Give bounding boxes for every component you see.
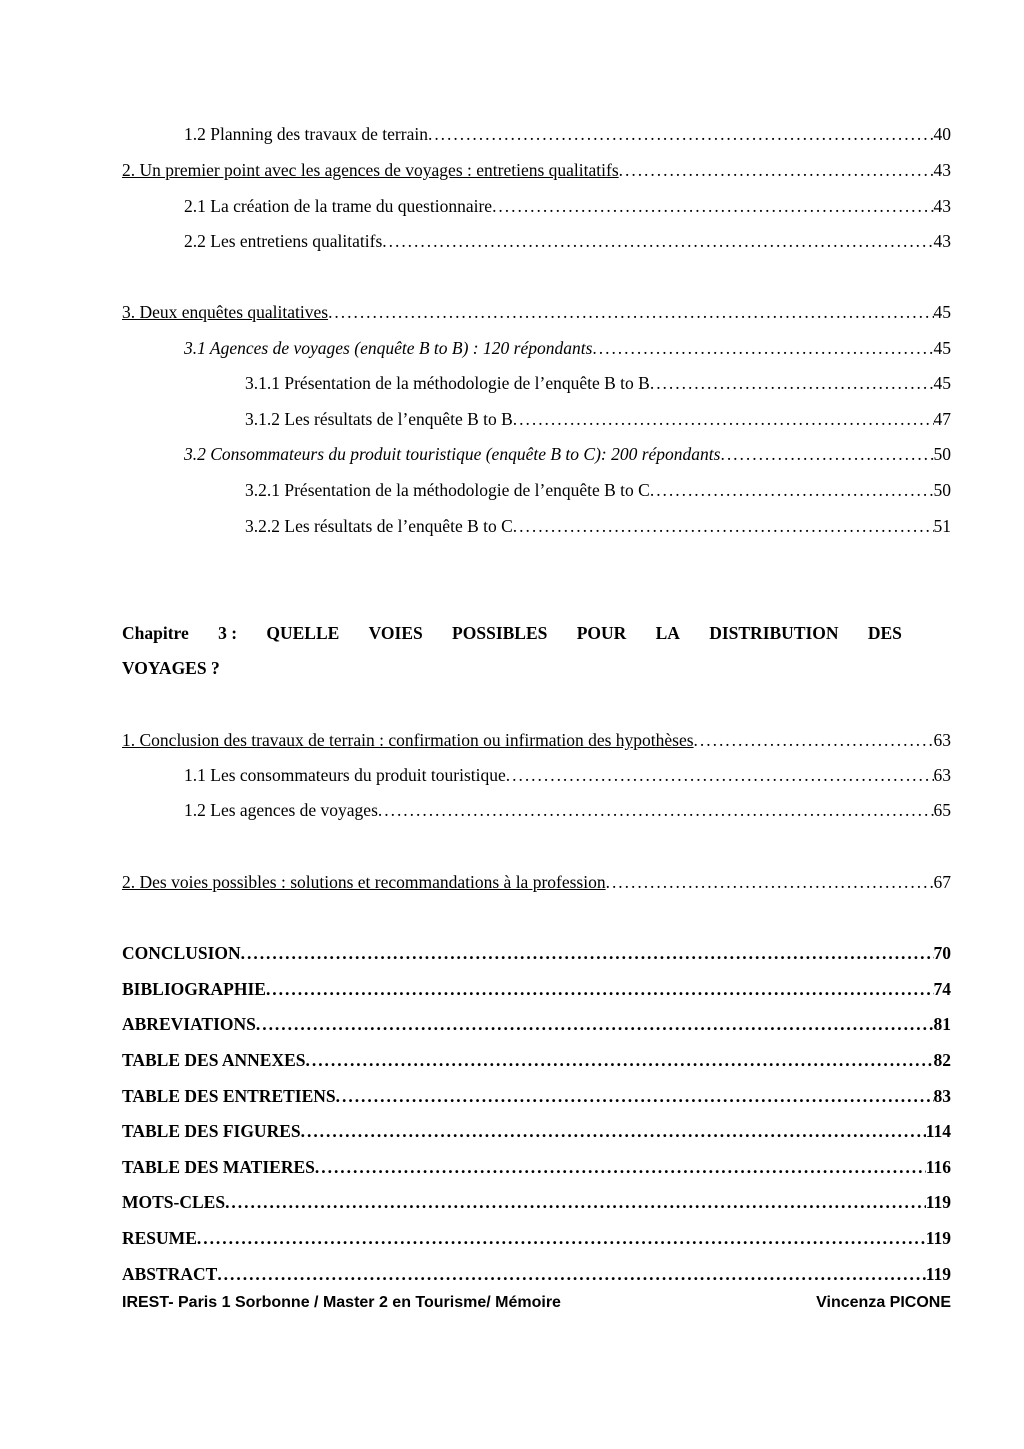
toc-entry-page: 119: [925, 1264, 951, 1284]
dot-leader: [506, 763, 934, 787]
toc-entry-title: 2.2 Les entretiens qualitatifs: [184, 231, 383, 251]
toc-entry-title: ABREVIATIONS: [122, 1014, 256, 1034]
toc-entry[interactable]: [184, 763, 951, 787]
toc-entry[interactable]: [122, 300, 951, 324]
toc-entry-page: 43: [933, 160, 951, 180]
chapter-word: QUELLE: [266, 623, 340, 643]
toc-entry-abstract[interactable]: [122, 1262, 951, 1286]
dot-leader: [256, 1012, 934, 1036]
toc-entry-title: TABLE DES FIGURES: [122, 1121, 301, 1141]
toc-entry[interactable]: [184, 194, 951, 218]
toc-entry[interactable]: [245, 478, 951, 502]
toc-entry-page: 50: [933, 444, 951, 464]
toc-entry-title: 2. Des voies possibles : solutions et recommandations à la profession: [122, 872, 606, 892]
toc-entry-page: 67: [933, 872, 951, 892]
toc-entry-title: 1. Conclusion des travaux de terrain : confirmation ou infirmation des hypothèses: [122, 730, 694, 750]
toc-entry-title: 1.2 Les agences de voyages: [184, 800, 378, 820]
toc-entry-title: TABLE DES ANNEXES: [122, 1050, 306, 1070]
toc-entry-figures[interactable]: [122, 1119, 951, 1143]
toc-entry-title: 3.2.1 Présentation de la méthodologie de l’enquête B to C: [245, 480, 650, 500]
dot-leader: [619, 158, 934, 182]
toc-entry-page: 47: [933, 409, 951, 429]
toc-entry-title: ABSTRACT: [122, 1264, 218, 1284]
toc-entry-page: 45: [933, 302, 951, 322]
toc-entry[interactable]: [122, 158, 951, 182]
toc-entry-page: 119: [925, 1228, 951, 1248]
dot-leader: [217, 1262, 925, 1286]
dot-leader: [592, 336, 933, 360]
dot-leader: [720, 442, 933, 466]
dot-leader: [606, 870, 934, 894]
chapter-word: 3 :: [218, 623, 238, 643]
footer-left: IREST- Paris 1 Sorbonne / Master 2 en Tourisme/ Mémoire: [122, 1294, 561, 1311]
toc-entry-title: TABLE DES ENTRETIENS: [122, 1086, 336, 1106]
dot-leader: [513, 514, 934, 538]
dot-leader: [301, 1119, 926, 1143]
chapter-word: DISTRIBUTION: [709, 623, 839, 643]
dot-leader: [336, 1084, 934, 1108]
toc-entry-title: 3.1.2 Les résultats de l’enquête B to B: [245, 409, 513, 429]
toc-entry-page: 43: [933, 196, 951, 216]
page-footer: [122, 1294, 951, 1318]
toc-entry[interactable]: [245, 371, 951, 395]
dot-leader: [197, 1226, 926, 1250]
toc-entry-title: 1.2 Planning des travaux de terrain: [184, 124, 428, 144]
toc-entry[interactable]: [184, 798, 951, 822]
toc-entry[interactable]: [245, 407, 951, 431]
toc-entry-entretiens[interactable]: [122, 1084, 951, 1108]
toc-entry-page: 50: [933, 480, 951, 500]
toc-entry[interactable]: [122, 728, 951, 752]
toc-entry-page: 116: [925, 1157, 951, 1177]
toc-entry-page: 114: [925, 1121, 951, 1141]
footer-right: Vincenza PICONE: [816, 1294, 951, 1311]
toc-entry-title: 2.1 La création de la trame du questionnaire: [184, 196, 493, 216]
toc-entry-page: 70: [933, 943, 951, 963]
toc-entry-annexes[interactable]: [122, 1048, 951, 1072]
toc-entry-resume[interactable]: [122, 1226, 951, 1250]
chapter-heading[interactable]: [122, 616, 902, 686]
toc-entry[interactable]: [184, 229, 951, 253]
toc-entry-page: 119: [925, 1192, 951, 1212]
toc-entry-page: 63: [933, 765, 951, 785]
toc-entry-page: 83: [933, 1086, 951, 1106]
dot-leader: [241, 941, 934, 965]
chapter-word: DES: [867, 623, 902, 643]
toc-entry-page: 81: [933, 1014, 951, 1034]
dot-leader: [694, 728, 934, 752]
toc-entry-abreviations[interactable]: [122, 1012, 951, 1036]
toc-entry-page: 51: [933, 516, 951, 536]
toc-entry-page: 65: [933, 800, 951, 820]
dot-leader: [513, 407, 934, 431]
chapter-word: POUR: [576, 623, 627, 643]
chapter-word: Chapitre: [122, 623, 189, 643]
toc-entry-page: 43: [933, 231, 951, 251]
dot-leader: [382, 229, 933, 253]
toc-entry-title: 3.2 Consommateurs du produit touristique (enquête B to C): 200 répondants: [184, 444, 721, 464]
toc-entry-title: MOTS-CLES: [122, 1192, 226, 1212]
dot-leader: [650, 371, 934, 395]
toc-entry-mots-cles[interactable]: [122, 1190, 951, 1214]
toc-entry[interactable]: [184, 442, 951, 466]
toc-entry-page: 45: [933, 338, 951, 358]
toc-entry-conclusion[interactable]: [122, 941, 951, 965]
dot-leader: [315, 1155, 926, 1179]
chapter-word: VOIES: [368, 623, 423, 643]
dot-leader: [378, 798, 934, 822]
toc-entry-title: 3.2.2 Les résultats de l’enquête B to C: [245, 516, 513, 536]
toc-entry-bibliographie[interactable]: [122, 977, 951, 1001]
dot-leader: [266, 977, 934, 1001]
toc-entry[interactable]: [184, 122, 951, 146]
toc-entry-page: 45: [933, 373, 951, 393]
dot-leader: [650, 478, 934, 502]
chapter-word: POSSIBLES: [452, 623, 548, 643]
toc-entry-title: BIBLIOGRAPHIE: [122, 979, 266, 999]
toc-entry-title: CONCLUSION: [122, 943, 241, 963]
dot-leader: [428, 122, 934, 146]
toc-entry-page: 40: [933, 124, 951, 144]
dot-leader: [328, 300, 933, 324]
toc-entry-page: 63: [933, 730, 951, 750]
toc-entry-title: 2. Un premier point avec les agences de voyages : entretiens qualitatifs: [122, 160, 619, 180]
toc-entry[interactable]: [245, 514, 951, 538]
chapter-heading-line2: VOYAGES ?: [122, 658, 220, 678]
toc-entry-page: 82: [933, 1050, 951, 1070]
toc-entry-title: 3.1 Agences de voyages (enquête B to B) : 120 répondants: [184, 338, 593, 358]
toc-entry[interactable]: [184, 336, 951, 360]
toc-entry[interactable]: [122, 870, 951, 894]
chapter-word: LA: [655, 623, 680, 643]
dot-leader: [306, 1048, 934, 1072]
dot-leader: [225, 1190, 926, 1214]
toc-entry-title: 3. Deux enquêtes qualitatives: [122, 302, 329, 322]
toc-entry-matieres[interactable]: [122, 1155, 951, 1179]
toc-entry-title: TABLE DES MATIERES: [122, 1157, 315, 1177]
toc-entry-page: 74: [933, 979, 951, 999]
toc-entry-title: 3.1.1 Présentation de la méthodologie de l’enquête B to B: [245, 373, 650, 393]
toc-entry-title: 1.1 Les consommateurs du produit touristique: [184, 765, 506, 785]
chapter-heading-line1: [122, 616, 902, 651]
toc-entry-title: RESUME: [122, 1228, 197, 1248]
dot-leader: [492, 194, 933, 218]
